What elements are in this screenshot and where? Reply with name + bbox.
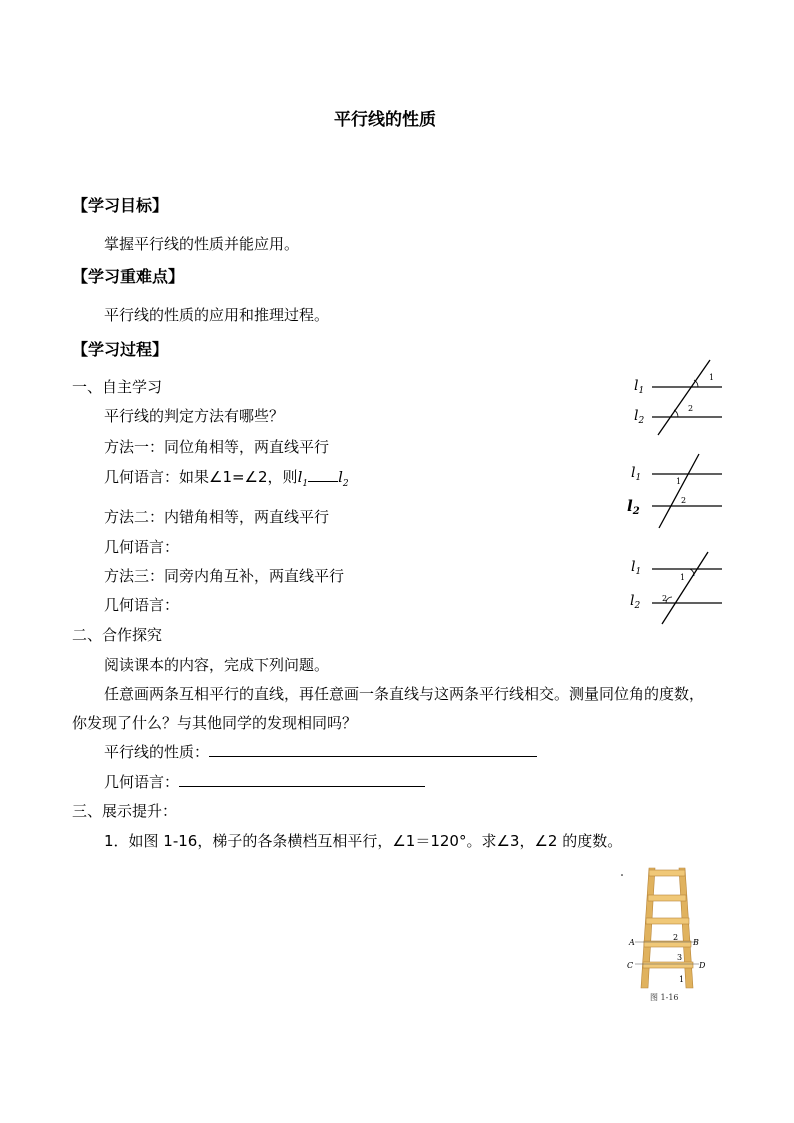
fig3-l1: $l_1$	[631, 559, 642, 577]
ladder-label-A: A	[629, 938, 635, 947]
method2-text: 方法二：内错角相等，两直线平行	[104, 508, 330, 526]
method3-text: 方法三：同旁内角互补，两直线平行	[104, 567, 345, 585]
property-blank	[209, 742, 537, 757]
figure-corresponding-angles	[630, 355, 730, 440]
fig2-angle1: 1	[676, 477, 682, 486]
part2-read: 阅读课本的内容，完成下列问题。	[104, 656, 330, 674]
method1-text: 方法一：同位角相等，两直线平行	[104, 438, 330, 456]
goal-text: 掌握平行线的性质并能应用。	[104, 235, 300, 253]
geo-lang-blank	[179, 772, 425, 787]
fig3-angle2: 2	[662, 594, 668, 603]
fig3-angle1: 1	[680, 573, 686, 582]
fig1-l2: $l_2$	[634, 408, 645, 426]
geo-lang-line	[104, 771, 425, 792]
geo1-l1: $l_1$	[297, 468, 309, 489]
ladder-label-D: D	[699, 961, 706, 970]
geo-lang-label: 几何语言：	[104, 773, 180, 791]
property-line	[104, 741, 537, 762]
fig2-l2: $l_2$	[627, 497, 640, 517]
geo2-text: 几何语言：	[104, 538, 180, 556]
part1-question: 平行线的判定方法有哪些？	[104, 407, 285, 425]
ladder-angle-3: 3	[677, 953, 683, 962]
page-title: 平行线的性质	[334, 110, 436, 130]
part2-task-line2: 你发现了什么？与其他同学的发现相同吗？	[72, 714, 358, 732]
geo1-blank	[308, 467, 338, 482]
fig2-l1: $l_1$	[631, 465, 642, 483]
fig1-angle2: 2	[688, 404, 694, 413]
part1-heading: 一、自主学习	[72, 378, 163, 396]
key-text: 平行线的性质的应用和推理过程。	[104, 306, 330, 324]
process-heading: 【学习过程】	[72, 340, 169, 359]
figure-ladder	[615, 860, 725, 1005]
fig1-l1: $l_1$	[634, 378, 645, 396]
fig1-angle1: 1	[709, 373, 715, 382]
problem1-text: 1．如图 1-16，梯子的各条横档互相平行，∠1＝120°。求∠3，∠2 的度数。	[104, 832, 623, 850]
ladder-caption: 图 1-16	[650, 993, 679, 1002]
goal-heading: 【学习目标】	[72, 196, 169, 215]
ladder-angle-1: 1	[679, 975, 685, 984]
ladder-angle-2: 2	[673, 933, 679, 942]
property-label: 平行线的性质：	[104, 743, 210, 761]
key-heading: 【学习重难点】	[72, 267, 185, 286]
part2-heading: 二、合作探究	[72, 626, 163, 644]
fig3-l2: $l_2$	[630, 593, 641, 611]
part2-task-line1: 任意画两条互相平行的直线，再任意画一条直线与这两条平行线相交。测量同位角的度数，	[104, 685, 705, 703]
geo1-line	[104, 466, 349, 489]
geo3-text: 几何语言：	[104, 596, 180, 614]
fig2-angle2: 2	[681, 496, 687, 505]
geo1-l2: $l_2$	[338, 468, 349, 489]
ladder-label-C: C	[627, 961, 634, 970]
part3-heading: 三、展示提升：	[72, 802, 178, 820]
figure-interior-angles	[628, 548, 730, 628]
ladder-label-B: B	[693, 938, 699, 947]
figure-alternate-angles	[625, 450, 730, 535]
geo1-prefix: 几何语言：如果∠1=∠2，则	[104, 468, 298, 486]
